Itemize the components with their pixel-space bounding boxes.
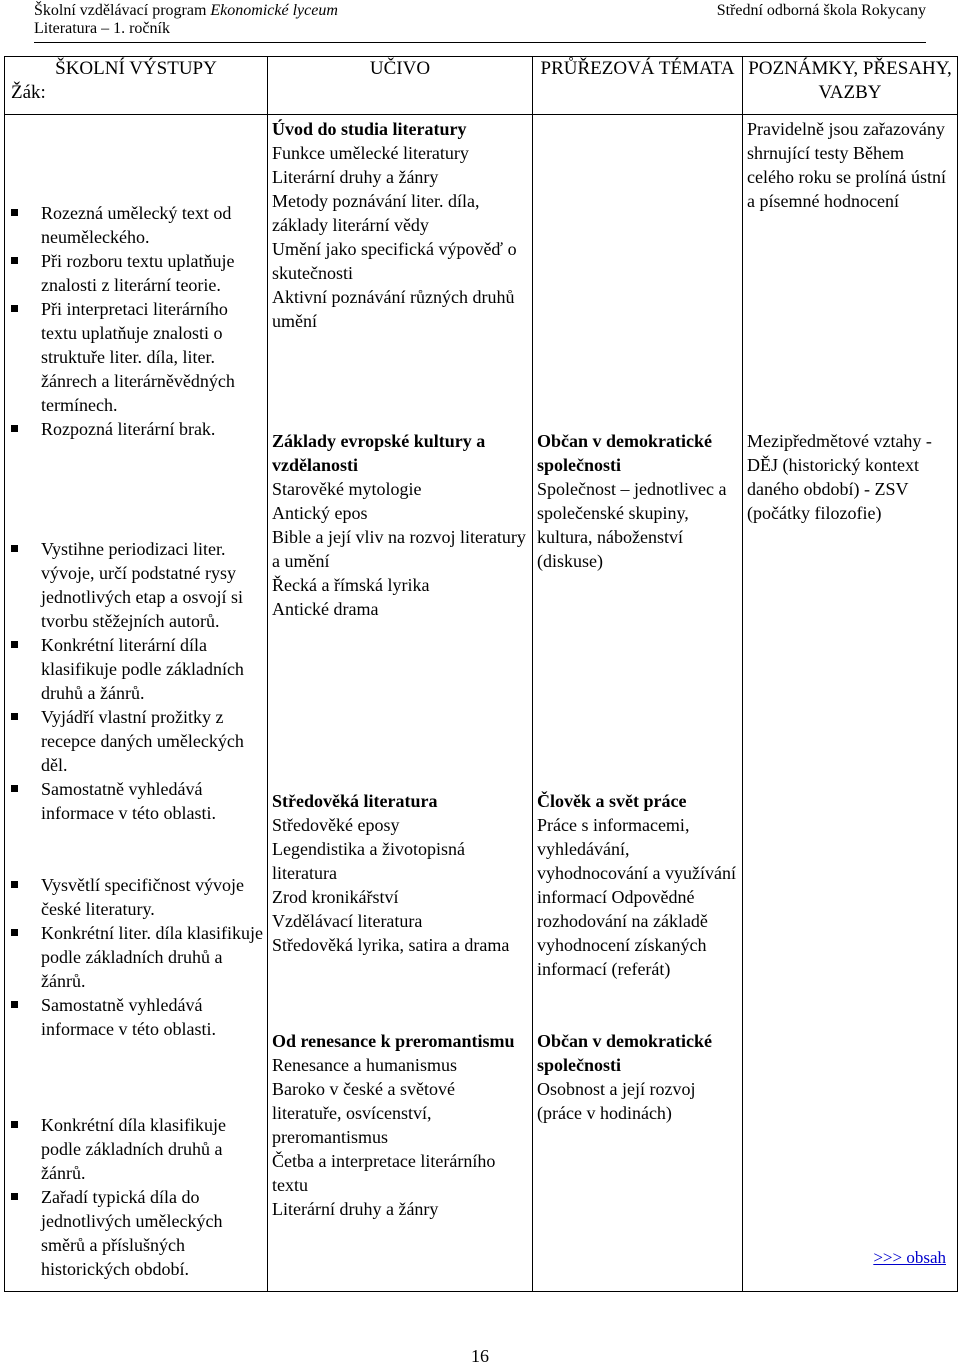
header-curriculum: UČIVO bbox=[268, 57, 533, 115]
curriculum-section-4 bbox=[272, 1029, 528, 1221]
header-notes: POZNÁMKY, PŘESAHY, VAZBY bbox=[743, 57, 958, 115]
outputs-group-3 bbox=[9, 873, 263, 1041]
themes-cell bbox=[533, 115, 743, 1292]
output-item: Vysvětlí specifičnost vývoje české literatury. bbox=[9, 873, 263, 921]
curriculum-item: Četba a interpretace literárního textu bbox=[272, 1151, 496, 1195]
output-item: Vyjádří vlastní prožitky z recepce daných uměleckých děl. bbox=[9, 705, 263, 777]
curriculum-section-title: Od renesance k preromantismu bbox=[272, 1031, 515, 1051]
theme-text: Společnost – jednotlivec a společenské skupiny, kultura, náboženství (diskuse) bbox=[537, 479, 727, 571]
outputs-group-2 bbox=[9, 537, 263, 825]
curriculum-item: Středověká lyrika, satira a drama bbox=[272, 935, 510, 955]
curriculum-item: Středověké eposy bbox=[272, 815, 400, 835]
curriculum-item: Umění jako specifická výpověď o skutečnosti bbox=[272, 239, 517, 283]
curriculum-item: Legendistika a životopisná literatura bbox=[272, 839, 465, 883]
curriculum-item: Antický epos bbox=[272, 503, 368, 523]
curriculum-section-title: Úvod do studia literatury bbox=[272, 119, 467, 139]
school-program-prefix: Školní vzdělávací program bbox=[34, 2, 207, 19]
theme-title: Občan v demokratické společnosti bbox=[537, 1031, 712, 1075]
student-label: Žák: bbox=[11, 82, 46, 103]
curriculum-item: Baroko v české a světové literatuře, osvícenství, preromantismus bbox=[272, 1079, 455, 1147]
curriculum-section-2 bbox=[272, 429, 528, 621]
theme-title: Člověk a svět práce bbox=[537, 791, 687, 811]
curriculum-item: Literární druhy a žánry bbox=[272, 167, 439, 187]
page-header bbox=[34, 2, 926, 43]
output-item: Při interpretaci literárního textu uplatňuje znalosti o struktuře liter. díla, liter. žánrech a literárněvědných termínech. bbox=[9, 297, 263, 417]
theme-block-1 bbox=[537, 429, 738, 573]
notes-cell bbox=[743, 115, 958, 1292]
school-name: Střední odborná škola Rokycany bbox=[716, 2, 926, 19]
page-number: 16 bbox=[471, 1346, 489, 1366]
header-themes: PRŮŘEZOVÁ TÉMATA bbox=[533, 57, 743, 115]
theme-title: Občan v demokratické společnosti bbox=[537, 431, 712, 475]
contents-link[interactable]: >>> obsah bbox=[873, 1248, 946, 1267]
theme-block-2 bbox=[537, 789, 738, 981]
subject-label: Literatura – 1. ročník bbox=[34, 20, 170, 37]
curriculum-section-title: Základy evropské kultury a vzdělanosti bbox=[272, 431, 486, 475]
curriculum-item: Řecká a římská lyrika bbox=[272, 575, 430, 595]
curriculum-section-title: Středověká literatura bbox=[272, 791, 438, 811]
curriculum-item: Renesance a humanismus bbox=[272, 1055, 457, 1075]
output-item: Konkrétní liter. díla klasifikuje podle základních druhů a žánrů. bbox=[9, 921, 263, 993]
outputs-group-1 bbox=[9, 201, 263, 441]
theme-text: Osobnost a její rozvoj (práce v hodinách) bbox=[537, 1079, 696, 1123]
outputs-cell bbox=[5, 115, 268, 1292]
notes-block-1: Pravidelně jsou zařazovány shrnující testy Během celého roku se prolíná ústní a písemné hodnocení bbox=[747, 119, 946, 211]
curriculum-table bbox=[4, 56, 958, 1292]
notes-block-2: Mezipředmětové vztahy - DĚJ (historický kontext daného období) - ZSV (počátky filozofie) bbox=[747, 431, 932, 523]
theme-block-3 bbox=[537, 1029, 738, 1125]
output-item: Rozpozná literární brak. bbox=[9, 417, 263, 441]
header-outputs bbox=[5, 57, 268, 115]
output-item: Konkrétní díla klasifikuje podle základních druhů a žánrů. bbox=[9, 1113, 263, 1185]
output-item: Zařadí typická díla do jednotlivých uměleckých směrů a příslušných historických období. bbox=[9, 1185, 263, 1281]
theme-text: Práce s informacemi, vyhledávání, vyhodnocování a využívání informací Odpovědné rozhodování na základě vyhodnocení získaných informací (referát) bbox=[537, 815, 736, 979]
curriculum-item: Antické drama bbox=[272, 599, 379, 619]
table-header-row bbox=[5, 57, 958, 115]
header-left bbox=[34, 2, 338, 38]
curriculum-item: Vzdělávací literatura bbox=[272, 911, 423, 931]
curriculum-section-1 bbox=[272, 117, 528, 333]
output-item: Konkrétní literární díla klasifikuje podle základních druhů a žánrů. bbox=[9, 633, 263, 705]
output-item: Samostatně vyhledává informace v této oblasti. bbox=[9, 777, 263, 825]
curriculum-item: Literární druhy a žánry bbox=[272, 1199, 439, 1219]
curriculum-cell bbox=[268, 115, 533, 1292]
curriculum-item: Starověké mytologie bbox=[272, 479, 422, 499]
curriculum-item: Aktivní poznávání různých druhů umění bbox=[272, 287, 515, 331]
output-item: Samostatně vyhledává informace v této oblasti. bbox=[9, 993, 263, 1041]
output-item: Při rozboru textu uplatňuje znalosti z literární teorie. bbox=[9, 249, 263, 297]
output-item: Rozezná umělecký text od neuměleckého. bbox=[9, 201, 263, 249]
curriculum-item: Zrod kronikářství bbox=[272, 887, 399, 907]
curriculum-item: Metody poznávání liter. díla, základy literární vědy bbox=[272, 191, 480, 235]
school-program-name: Ekonomické lyceum bbox=[210, 2, 338, 19]
output-item: Vystihne periodizaci liter. vývoje, určí podstatné rysy jednotlivých etap a osvojí si tvorbu stěžejních autorů. bbox=[9, 537, 263, 633]
outputs-group-4 bbox=[9, 1113, 263, 1281]
outputs-title: ŠKOLNÍ VÝSTUPY bbox=[55, 58, 217, 79]
table-body-row bbox=[5, 115, 958, 1292]
curriculum-section-3 bbox=[272, 789, 528, 957]
curriculum-item: Bible a její vliv na rozvoj literatury a umění bbox=[272, 527, 526, 571]
curriculum-item: Funkce umělecké literatury bbox=[272, 143, 469, 163]
